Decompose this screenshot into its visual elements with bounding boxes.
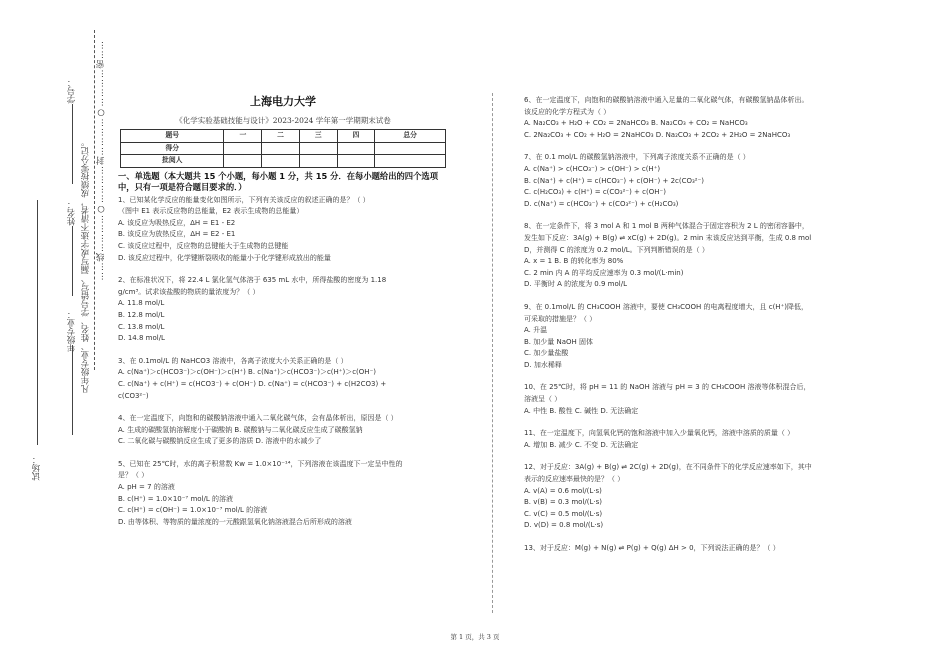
name-label: 姓名：: [67, 200, 77, 226]
score-table-score-row: [121, 142, 446, 155]
question-stem: 11、在一定温度下，向氢氧化钙的饱和溶液中加入少量氧化钙，溶液中溶质的质量（ ）: [524, 429, 795, 438]
score-cell: 一: [224, 130, 262, 143]
question-stem: 13、对于反应：M(g) + N(g) ⇌ P(g) + Q(g) ΔH > 0，下列说法正确的是？（ ）: [524, 544, 780, 552]
question-line: A. c(Na⁺) > c(HCO₃⁻) > c(OH⁻) > c(H⁺): [524, 164, 661, 173]
question-line: C. 13.8 mol/L: [118, 322, 165, 331]
score-cell: 总分: [375, 130, 446, 143]
score-cell: 题号: [121, 130, 224, 143]
question-line: C. c(Na⁺) + c(H⁺) = c(HCO3⁻) + c(OH⁻) D. c(Na⁺) = c(HCO3⁻) + c(H2CO3) +: [118, 379, 387, 388]
question-stem: 12、对于反应：3A(g) + B(g) ⇌ 2C(g) + 2D(g)，在不同条件下的化学反应速率如下，其中: [524, 463, 812, 472]
left-column: [118, 95, 448, 539]
question-line: D. v(D) = 0.8 mol/(L·s): [524, 521, 604, 530]
question-stem: 2、在标准状况下，将 22.4 L 氯化氢气体溶于 635 mL 水中，所得盐酸的密度为 1.18: [118, 276, 387, 285]
question-line: 表示的反应速率最快的是？（ ）: [524, 475, 625, 484]
score-table-grader-row: [121, 155, 446, 168]
question-line: A. v(A) = 0.6 mol/(L·s): [524, 486, 602, 495]
question-block: [524, 462, 864, 532]
score-input-cell[interactable]: [375, 142, 446, 155]
question-line: 发生如下反应：3A(g) + B(g) ⇌ xC(g) + 2D(g)。2 min 末该反应达到平衡，生成 0.8 mol: [524, 233, 812, 242]
seal-line-text: ……线…………○…………封…………○…………密……: [96, 40, 106, 281]
score-cell: 二: [262, 130, 300, 143]
question-line: C. c(H⁺) = c(OH⁻) = 1.0×10⁻⁷ mol/L 的溶液: [118, 506, 268, 515]
left-question-list: [118, 195, 448, 529]
binding-margin: [0, 0, 110, 672]
score-cell: 三: [299, 130, 337, 143]
question-line: （图中 E1 表示反应物的总能量，E2 表示生成物的总能量）: [118, 207, 304, 216]
question-stem: 10、在 25℃时，将 pH = 11 的 NaOH 溶液与 pH = 3 的 CH₃COOH 溶液等体积混合后，: [524, 383, 811, 392]
score-input-cell[interactable]: [299, 142, 337, 155]
question-line: A. x = 1 B. B 的转化率为 80%: [524, 257, 624, 266]
question-line: D. 该反应过程中，化学键断裂吸收的能量小于化学键形成放出的能量: [118, 253, 331, 262]
question-line: D. c(Na⁺) = c(HCO₃⁻) + c(CO₃²⁻) + c(H₂CO₃): [524, 199, 679, 208]
question-line: c(CO3²⁻): [118, 391, 149, 400]
score-input-cell[interactable]: [262, 142, 300, 155]
question-line: A. 该反应为吸热反应，ΔH = E1 - E2: [118, 218, 236, 227]
question-line: C. c(H₂CO₃) + c(H⁺) = c(CO₃²⁻) + c(OH⁻): [524, 188, 666, 197]
question-line: 是？（ ）: [118, 471, 149, 480]
question-block: [118, 413, 448, 448]
question-stem: 4、在一定温度下，向饱和的碳酸钠溶液中通入二氧化碳气体，会有晶体析出，原因是（ ）: [118, 414, 398, 423]
seal-dashed-line: [94, 30, 95, 370]
question-block: [524, 428, 864, 451]
grader-input-cell[interactable]: [262, 155, 300, 168]
exam-site-label: 试场：: [32, 455, 42, 481]
question-line: A. Na₂CO₃ + H₂O + CO₂ = 2NaHCO₃ B. Na₂CO₃ + CO₂ = NaHCO₃: [524, 119, 748, 128]
question-line: A. pH = 7 的溶液: [118, 483, 175, 492]
grader-input-cell[interactable]: [224, 155, 262, 168]
exam-site-line: [37, 200, 38, 445]
question-line: 溶液呈（ ）: [524, 395, 562, 404]
question-line: B. c(H⁺) = 1.0×10⁻⁷ mol/L 的溶液: [118, 494, 233, 503]
question-block: [524, 152, 864, 210]
score-input-cell[interactable]: [224, 142, 262, 155]
question-line: A. 11.8 mol/L: [118, 299, 165, 308]
question-line: D. 由等体积、等物质的量浓度的一元酸跟氢氧化钠溶液混合后所形成的溶液: [118, 517, 352, 526]
question-stem: 1、已知某化学反应的能量变化如图所示，下列有关该反应的叙述正确的是？（ ）: [118, 195, 370, 204]
question-line: B. c(Na⁺) + c(H⁺) = c(HCO₃⁻) + c(OH⁻) + 2c(CO₃²⁻): [524, 176, 705, 185]
score-input-cell[interactable]: [337, 142, 375, 155]
question-block: [524, 382, 864, 417]
question-block: [118, 195, 448, 265]
student-id-label: 学号：: [67, 78, 77, 104]
student-id-line: [72, 104, 73, 184]
question-line: A. c(Na⁺)＞c(HCO3⁻)＞c(OH⁻)＞c(H⁺) B. c(Na⁺)＞c(HCO3⁻)＞c(H⁺)＞c(OH⁻): [118, 368, 376, 377]
university-title: 上海电力大学: [250, 95, 316, 108]
score-row-label: 得分: [121, 142, 224, 155]
question-line: A. 增加 B. 减少 C. 不变 D. 无法确定: [524, 440, 639, 449]
score-cell: 四: [337, 130, 375, 143]
question-stem: 7、在 0.1 mol/L 的碳酸氢钠溶液中，下列离子浓度关系不正确的是（ ）: [524, 153, 750, 162]
question-line: C. 2 min 内 A 的平均反应速率为 0.3 mol/(L·min): [524, 268, 684, 277]
major-label: 年级专业：: [67, 310, 77, 353]
score-table: [120, 129, 446, 168]
question-line: A. 升温: [524, 326, 548, 335]
question-line: A. 生成的碳酸氢钠溶解度小于碳酸钠 B. 碳酸钠与二氧化碳反应生成了碳酸氢钠: [118, 425, 363, 434]
question-line: B. 12.8 mol/L: [118, 310, 165, 319]
question-block: [524, 221, 864, 291]
question-stem: 6、在一定温度下，向饱和的碳酸钠溶液中通入足量的二氧化碳气体，有碳酸氢钠晶体析出。: [524, 96, 809, 104]
column-separator: [492, 93, 493, 613]
right-question-list: [524, 95, 864, 555]
right-column: [524, 95, 864, 566]
grader-input-cell[interactable]: [375, 155, 446, 168]
question-line: 该反应的化学方程式为（ ）: [524, 107, 611, 116]
question-line: B. 该反应为放热反应，ΔH = E2 - E1: [118, 230, 236, 239]
question-block: [524, 95, 864, 141]
grader-input-cell[interactable]: [299, 155, 337, 168]
question-stem: 8、在一定条件下，将 3 mol A 和 1 mol B 两种气体混合于固定容积为 2 L 的密闭容器中，: [524, 222, 809, 231]
question-line: C. 该反应过程中，反应物的总键能大于生成物的总键能: [118, 241, 289, 250]
question-line: C. 2Na₂CO₃ + CO₂ + H₂O = 2NaHCO₃ D. Na₂CO₃ + 2CO₂ + 2H₂O = 2NaHCO₃: [524, 130, 791, 139]
section-heading: 一、单选题（本大题共 15 个小题，每小题 1 分，共 15 分．在每小题给出的四个选项中，只有一项是符合题目要求的．）: [118, 170, 438, 193]
question-line: C. 加少量盐酸: [524, 349, 569, 358]
exam-title: 《化学实验基础技能与设计》2023-2024 学年第一学期期末试卷: [175, 116, 391, 125]
warning-text: 凡年级专业、姓名、学号错写、漏写或字迹不清者，成绩按零分记。: [81, 138, 91, 393]
question-line: D，并测得 C 的浓度为 0.2 mol/L。下列判断错误的是（ ）: [524, 245, 709, 254]
question-line: C. v(C) = 0.5 mol/(L·s): [524, 509, 603, 518]
score-table-header-row: [121, 130, 446, 143]
page-footer: 第 1 页，共 3 页: [450, 633, 500, 641]
major-line: [72, 345, 73, 435]
grader-row-label: 批阅人: [121, 155, 224, 168]
question-line: C. 二氧化碳与碳酸钠反应生成了更多的溶质 D. 溶液中的水减少了: [118, 437, 322, 446]
question-line: D. 平衡时 A 的浓度为 0.9 mol/L: [524, 280, 627, 289]
name-line: [72, 226, 73, 296]
question-line: B. v(B) = 0.3 mol/(L·s): [524, 498, 602, 507]
question-block: [118, 459, 448, 529]
question-line: B. 加少量 NaOH 固体: [524, 337, 594, 346]
question-stem: 5、已知在 25℃时，水的离子积常数 Kw = 1.0×10⁻¹⁴，下列溶液在该温度下一定呈中性的: [118, 459, 403, 468]
question-block: [524, 543, 864, 555]
question-line: D. 14.8 mol/L: [118, 334, 165, 343]
question-block: [118, 275, 448, 345]
question-line: 可采取的措施是？（ ）: [524, 314, 597, 323]
question-block: [118, 356, 448, 402]
question-line: A. 中性 B. 酸性 C. 碱性 D. 无法确定: [524, 406, 639, 415]
question-stem: 3、在 0.1mol/L 的 NaHCO3 溶液中，各离子浓度大小关系正确的是（ ）: [118, 356, 348, 365]
question-block: [524, 302, 864, 372]
question-line: D. 加水稀释: [524, 360, 562, 369]
grader-input-cell[interactable]: [337, 155, 375, 168]
question-stem: 9、在 0.1mol/L 的 CH₃COOH 溶液中，要使 CH₃COOH 的电离程度增大，且 c(H⁺)降低，: [524, 302, 808, 311]
question-line: g/cm³。试求该盐酸的物质的量浓度为？（ ）: [118, 287, 260, 296]
